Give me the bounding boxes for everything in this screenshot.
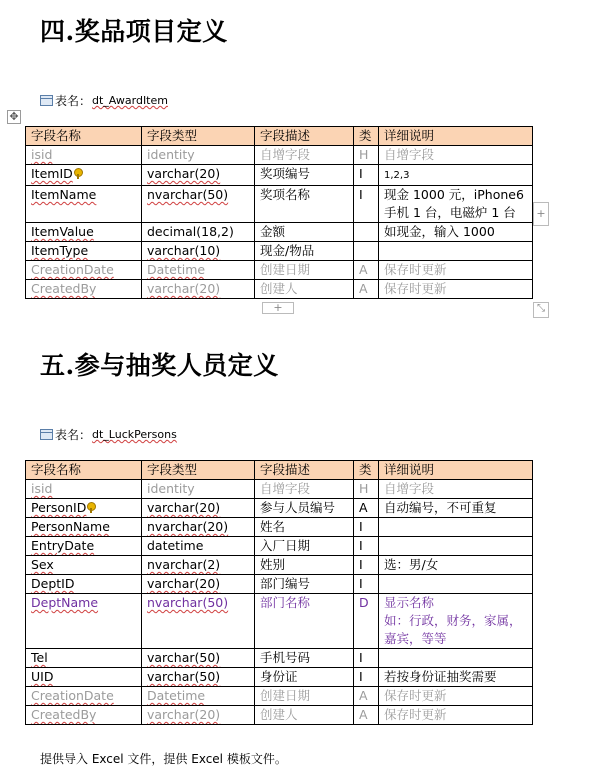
table-row bbox=[26, 165, 533, 186]
cell-field-type-text: decimal(18,2) bbox=[147, 224, 234, 239]
luck-persons-table bbox=[25, 460, 533, 725]
cell-class-text: A bbox=[359, 688, 368, 703]
table-row bbox=[26, 537, 533, 556]
cell-class-text: I bbox=[359, 557, 363, 572]
table-header-row bbox=[26, 127, 533, 146]
cell-field-name-text: ItemName bbox=[31, 187, 97, 202]
cell-field-desc[interactable] bbox=[255, 706, 354, 725]
cell-class-text: D bbox=[359, 595, 369, 610]
cell-class[interactable] bbox=[354, 499, 379, 518]
cell-field-type-text: Datetime bbox=[147, 688, 206, 703]
cell-field-type-text: varchar(50) bbox=[147, 669, 221, 684]
cell-field-desc-text: 创建人 bbox=[260, 707, 298, 722]
cell-field-type[interactable] bbox=[142, 165, 255, 186]
cell-field-desc[interactable] bbox=[255, 242, 354, 261]
cell-detail-text: 自动编号，不可重复 bbox=[384, 500, 497, 515]
cell-field-type[interactable] bbox=[142, 594, 255, 649]
cell-class[interactable] bbox=[354, 594, 379, 649]
cell-detail[interactable] bbox=[379, 687, 533, 706]
cell-class-text: I bbox=[359, 519, 363, 534]
cell-field-type-text: nvarchar(50) bbox=[147, 187, 229, 202]
cell-field-name[interactable] bbox=[26, 668, 142, 687]
cell-field-type[interactable] bbox=[142, 518, 255, 537]
cell-field-type[interactable] bbox=[142, 280, 255, 299]
cell-field-desc[interactable] bbox=[255, 480, 354, 499]
cell-field-name[interactable] bbox=[26, 242, 142, 261]
cell-field-desc-text: 现金/物品 bbox=[260, 243, 315, 258]
cell-field-name[interactable] bbox=[26, 649, 142, 668]
table-row bbox=[26, 649, 533, 668]
cell-class-text: A bbox=[359, 281, 368, 296]
cell-field-desc[interactable] bbox=[255, 687, 354, 706]
cell-field-name[interactable] bbox=[26, 186, 142, 223]
table-resize-handle-icon[interactable]: ⤡ bbox=[533, 302, 549, 318]
cell-detail[interactable] bbox=[379, 537, 533, 556]
cell-class[interactable] bbox=[354, 668, 379, 687]
cell-field-name[interactable] bbox=[26, 146, 142, 165]
table-row bbox=[26, 146, 533, 165]
cell-field-name[interactable] bbox=[26, 537, 142, 556]
cell-field-type-text: identity bbox=[147, 147, 195, 162]
cell-field-desc[interactable] bbox=[255, 186, 354, 223]
person-table-caption bbox=[40, 426, 177, 443]
cell-field-desc-text: 手机号码 bbox=[260, 650, 311, 665]
cell-detail-text: 自增字段 bbox=[384, 147, 435, 162]
cell-detail[interactable] bbox=[379, 594, 533, 649]
cell-field-desc[interactable] bbox=[255, 261, 354, 280]
table-row bbox=[26, 261, 533, 280]
cell-field-name[interactable] bbox=[26, 706, 142, 725]
cell-field-type[interactable] bbox=[142, 480, 255, 499]
cell-field-name[interactable] bbox=[26, 223, 142, 242]
cell-detail[interactable] bbox=[379, 575, 533, 594]
col-header-field-type: 字段类型 bbox=[142, 461, 255, 480]
cell-detail[interactable] bbox=[379, 261, 533, 280]
cell-field-desc[interactable] bbox=[255, 649, 354, 668]
award-table-caption bbox=[40, 92, 168, 109]
cell-field-desc[interactable] bbox=[255, 537, 354, 556]
cell-field-name-text: ItemID bbox=[31, 166, 73, 181]
cell-field-name-text: PersonID bbox=[31, 500, 87, 515]
cell-field-type[interactable] bbox=[142, 706, 255, 725]
cell-detail-text: 保存时更新 bbox=[384, 281, 447, 296]
cell-field-desc[interactable] bbox=[255, 575, 354, 594]
section4-heading: 四.奖品项目定义 bbox=[40, 17, 228, 46]
cell-field-name-text: Sex bbox=[31, 557, 54, 572]
table-label: 表名： bbox=[55, 94, 92, 108]
cell-field-desc-text: 入厂日期 bbox=[260, 538, 311, 553]
cell-field-type-text: varchar(10) bbox=[147, 243, 221, 258]
cell-field-type[interactable] bbox=[142, 537, 255, 556]
cell-field-name-text: CreationDate bbox=[31, 688, 114, 703]
cell-detail-text: 1,2,3 bbox=[384, 170, 410, 181]
cell-detail[interactable] bbox=[379, 186, 533, 223]
cell-class-text: I bbox=[359, 669, 363, 684]
cell-detail[interactable] bbox=[379, 242, 533, 261]
cell-class-text: I bbox=[359, 576, 363, 591]
cell-field-name-text: DeptID bbox=[31, 576, 75, 591]
table-row bbox=[26, 223, 533, 242]
cell-field-desc-text: 创建日期 bbox=[260, 688, 311, 703]
cell-class[interactable] bbox=[354, 280, 379, 299]
cell-class-text: I bbox=[359, 538, 363, 553]
table-row bbox=[26, 280, 533, 299]
cell-field-type[interactable] bbox=[142, 242, 255, 261]
cell-field-desc-text: 部门名称 bbox=[260, 595, 311, 610]
col-header-field-type: 字段类型 bbox=[142, 127, 255, 146]
cell-field-type-text: varchar(20) bbox=[147, 500, 221, 515]
footer-note: 提供导入 Excel 文件，提供 Excel 模板文件。 bbox=[40, 752, 287, 766]
cell-field-desc[interactable] bbox=[255, 280, 354, 299]
cell-field-name[interactable] bbox=[26, 280, 142, 299]
cell-field-name[interactable] bbox=[26, 518, 142, 537]
cell-detail[interactable] bbox=[379, 146, 533, 165]
table-name: dt_AwardItem bbox=[92, 94, 168, 107]
cell-field-type-text: varchar(20) bbox=[147, 707, 221, 722]
table-icon bbox=[40, 95, 53, 106]
cell-field-desc-text: 奖项名称 bbox=[260, 187, 311, 202]
cell-class[interactable] bbox=[354, 186, 379, 223]
cell-field-type[interactable] bbox=[142, 261, 255, 280]
cell-detail-text: 如现金，输入 1000 bbox=[384, 224, 495, 239]
col-header-class: 类 bbox=[354, 461, 379, 480]
cell-class[interactable] bbox=[354, 480, 379, 499]
cell-field-name[interactable] bbox=[26, 499, 142, 518]
cell-field-type-text: nvarchar(20) bbox=[147, 519, 229, 534]
cell-detail-text: 保存时更新 bbox=[384, 688, 447, 703]
cell-field-desc-text: 自增字段 bbox=[260, 147, 311, 162]
cell-field-type[interactable] bbox=[142, 687, 255, 706]
cell-field-type[interactable] bbox=[142, 668, 255, 687]
cell-field-type-text: datetime bbox=[147, 538, 204, 553]
cell-field-desc-text: 创建日期 bbox=[260, 262, 311, 277]
cell-class[interactable] bbox=[354, 165, 379, 186]
cell-field-type-text: varchar(20) bbox=[147, 166, 221, 181]
table-label: 表名： bbox=[55, 428, 92, 442]
cell-field-name[interactable] bbox=[26, 575, 142, 594]
cell-class-text: A bbox=[359, 707, 368, 722]
col-header-field-name: 字段名称 bbox=[26, 461, 142, 480]
table-row bbox=[26, 518, 533, 537]
cell-field-desc-text: 金额 bbox=[260, 224, 286, 239]
col-header-class: 类 bbox=[354, 127, 379, 146]
cell-field-desc[interactable] bbox=[255, 556, 354, 575]
cell-detail[interactable] bbox=[379, 556, 533, 575]
cell-detail-text: 若按身份证抽奖需要 bbox=[384, 669, 497, 684]
cell-field-type-text: nvarchar(50) bbox=[147, 595, 229, 610]
table-row bbox=[26, 668, 533, 687]
cell-field-type[interactable] bbox=[142, 499, 255, 518]
cell-class[interactable] bbox=[354, 518, 379, 537]
table-icon bbox=[40, 429, 53, 440]
cell-field-name-text: PersonName bbox=[31, 519, 110, 534]
cell-field-name[interactable] bbox=[26, 261, 142, 280]
cell-class-text: I bbox=[359, 187, 363, 202]
cell-field-name-text: CreatedBy bbox=[31, 281, 97, 296]
cell-class[interactable] bbox=[354, 146, 379, 165]
cell-field-name-text: EntryDate bbox=[31, 538, 95, 553]
cell-field-desc[interactable] bbox=[255, 146, 354, 165]
table-row bbox=[26, 594, 533, 649]
cell-field-type[interactable] bbox=[142, 575, 255, 594]
cell-field-type-text: varchar(20) bbox=[147, 281, 221, 296]
cell-detail[interactable] bbox=[379, 649, 533, 668]
cell-field-desc[interactable] bbox=[255, 223, 354, 242]
cell-class-text: A bbox=[359, 500, 368, 515]
col-header-field-name: 字段名称 bbox=[26, 127, 142, 146]
cell-detail[interactable] bbox=[379, 480, 533, 499]
cell-field-name-text: ItemType bbox=[31, 243, 89, 258]
cell-field-name[interactable] bbox=[26, 687, 142, 706]
table-name: dt_LuckPersons bbox=[92, 428, 177, 441]
cell-field-name-text: ItemValue bbox=[31, 224, 94, 239]
cell-detail[interactable] bbox=[379, 668, 533, 687]
cell-detail[interactable] bbox=[379, 706, 533, 725]
cell-field-name[interactable] bbox=[26, 594, 142, 649]
primary-key-icon bbox=[74, 168, 81, 179]
table-row bbox=[26, 706, 533, 725]
cell-class-text: I bbox=[359, 166, 363, 181]
cell-detail-text: 保存时更新 bbox=[384, 707, 447, 722]
cell-field-desc[interactable] bbox=[255, 518, 354, 537]
cell-class[interactable] bbox=[354, 537, 379, 556]
cell-field-desc-text: 身份证 bbox=[260, 669, 298, 684]
col-header-field-desc: 字段描述 bbox=[255, 127, 354, 146]
cell-class[interactable] bbox=[354, 223, 379, 242]
cell-class[interactable] bbox=[354, 556, 379, 575]
table-header-row bbox=[26, 461, 533, 480]
cell-field-type[interactable] bbox=[142, 556, 255, 575]
cell-field-type[interactable] bbox=[142, 649, 255, 668]
cell-class[interactable] bbox=[354, 687, 379, 706]
cell-field-type-text: nvarchar(2) bbox=[147, 557, 221, 572]
table-move-handle-icon[interactable]: ✥ bbox=[7, 110, 21, 124]
cell-field-desc-text: 自增字段 bbox=[260, 481, 311, 496]
cell-field-desc-text: 部门编号 bbox=[260, 576, 311, 591]
cell-detail-text: 显示名称 如：行政，财务，家属，嘉宾，等等 bbox=[384, 595, 522, 646]
cell-field-type[interactable] bbox=[142, 186, 255, 223]
cell-field-desc[interactable] bbox=[255, 499, 354, 518]
cell-field-name-text: Tel bbox=[31, 650, 48, 665]
cell-field-name[interactable] bbox=[26, 556, 142, 575]
cell-field-type-text: Datetime bbox=[147, 262, 206, 277]
cell-class-text: H bbox=[359, 147, 369, 162]
table-row bbox=[26, 499, 533, 518]
cell-field-desc-text: 奖项编号 bbox=[260, 166, 311, 181]
cell-field-desc[interactable] bbox=[255, 594, 354, 649]
table-row bbox=[26, 480, 533, 499]
cell-detail-text: 保存时更新 bbox=[384, 262, 447, 277]
col-header-field-desc: 字段描述 bbox=[255, 461, 354, 480]
cell-field-desc-text: 参与人员编号 bbox=[260, 500, 336, 515]
cell-field-name-text: DeptName bbox=[31, 595, 99, 610]
cell-detail[interactable] bbox=[379, 165, 533, 186]
cell-field-type[interactable] bbox=[142, 223, 255, 242]
cell-class-text: H bbox=[359, 481, 369, 496]
table-row bbox=[26, 186, 533, 223]
award-item-table bbox=[25, 126, 533, 299]
cell-field-desc-text: 姓别 bbox=[260, 557, 286, 572]
cell-detail[interactable] bbox=[379, 280, 533, 299]
cell-field-name-text: CreatedBy bbox=[31, 707, 97, 722]
cell-field-name-text: isid bbox=[31, 481, 53, 496]
add-row-button[interactable]: + bbox=[262, 302, 294, 314]
cell-field-name[interactable] bbox=[26, 480, 142, 499]
cell-field-type-text: varchar(50) bbox=[147, 650, 221, 665]
cell-detail-text: 自增字段 bbox=[384, 481, 435, 496]
table-row bbox=[26, 575, 533, 594]
cell-detail-text: 选：男/女 bbox=[384, 557, 439, 572]
cell-class[interactable] bbox=[354, 706, 379, 725]
cell-field-desc-text: 姓名 bbox=[260, 519, 286, 534]
col-header-detail: 详细说明 bbox=[379, 461, 533, 480]
cell-detail[interactable] bbox=[379, 518, 533, 537]
cell-field-desc[interactable] bbox=[255, 668, 354, 687]
cell-class[interactable] bbox=[354, 261, 379, 280]
cell-class[interactable] bbox=[354, 649, 379, 668]
primary-key-icon bbox=[87, 502, 94, 513]
table-row bbox=[26, 242, 533, 261]
cell-class-text: A bbox=[359, 262, 368, 277]
cell-field-name-text: isid bbox=[31, 147, 53, 162]
table-row bbox=[26, 556, 533, 575]
cell-field-name[interactable] bbox=[26, 165, 142, 186]
cell-field-name-text: UID bbox=[31, 669, 54, 684]
add-column-button[interactable]: + bbox=[533, 202, 549, 226]
cell-class[interactable] bbox=[354, 575, 379, 594]
cell-class[interactable] bbox=[354, 242, 379, 261]
cell-class-text: I bbox=[359, 650, 363, 665]
cell-field-type-text: identity bbox=[147, 481, 195, 496]
cell-field-type-text: varchar(20) bbox=[147, 576, 221, 591]
cell-field-type[interactable] bbox=[142, 146, 255, 165]
cell-field-name-text: CreationDate bbox=[31, 262, 114, 277]
cell-detail[interactable] bbox=[379, 223, 533, 242]
cell-field-desc-text: 创建人 bbox=[260, 281, 298, 296]
table-row bbox=[26, 687, 533, 706]
cell-detail-text: 现金 1000 元，iPhone6 手机 1 台，电磁炉 1 台 bbox=[384, 187, 524, 220]
cell-field-desc[interactable] bbox=[255, 165, 354, 186]
col-header-detail: 详细说明 bbox=[379, 127, 533, 146]
cell-detail[interactable] bbox=[379, 499, 533, 518]
section5-heading: 五.参与抽奖人员定义 bbox=[40, 351, 279, 380]
